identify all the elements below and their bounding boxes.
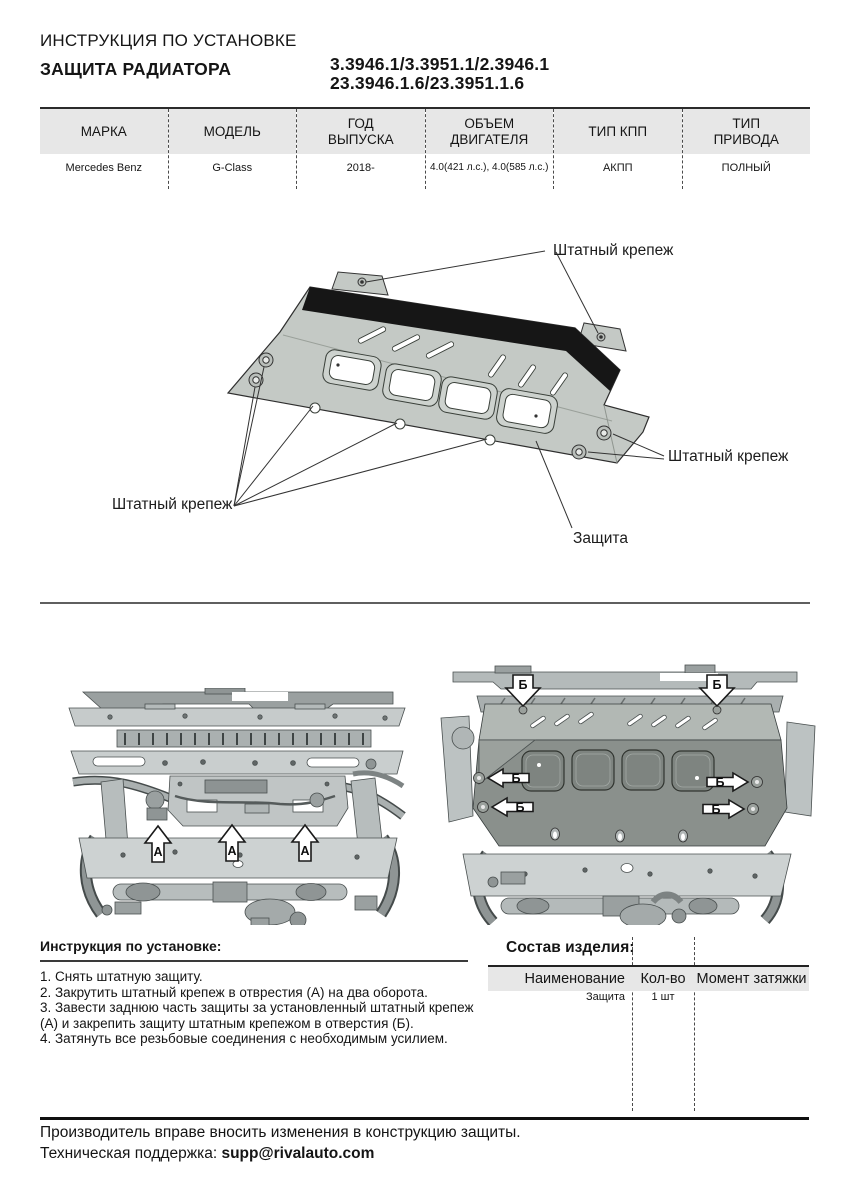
label-guard: Защита (573, 530, 628, 547)
footer-disclaimer: Производитель вправе вносить изменения в конструкцию защиты. (40, 1124, 521, 1141)
composition-table (488, 937, 809, 1111)
rack-boot-right (296, 884, 326, 901)
col-header-qty: Кол-во (640, 971, 686, 987)
composition-title: Состав изделия: (506, 939, 635, 956)
skid-plate-diagram (0, 225, 849, 565)
upper-rail (69, 708, 405, 726)
svg-text:А: А (227, 844, 237, 858)
part-numbers (330, 55, 549, 93)
section-divider (40, 602, 810, 604)
slat-band (117, 730, 371, 747)
vehicle-table (40, 107, 810, 189)
top-assembly (453, 672, 797, 689)
part-numbers-line1: 3.3946.1/3.3951.1/2.3946.1 (330, 54, 550, 74)
vehicle-col-engine (425, 109, 554, 189)
svg-text:Б: Б (711, 802, 721, 817)
composition-divider (694, 937, 695, 1111)
tow-eye (452, 727, 474, 749)
side-panel-right (785, 722, 815, 816)
svg-text:Б: Б (511, 771, 521, 786)
item-name: Защита (586, 991, 625, 1003)
instruction-step: 4. Затянуть все резьбовые соединения с необходимым усилием. (40, 1031, 448, 1046)
product-title: ЗАЩИТА РАДИАТОРА (40, 59, 232, 79)
col-header: МОДЕЛЬ (169, 109, 297, 154)
label-fastener-right: Штатный крепеж (668, 448, 789, 465)
rack-boot-left (517, 898, 549, 914)
photo-underbody-before (55, 688, 420, 925)
col-header: МАРКА (40, 109, 168, 154)
footer-rule (40, 1117, 809, 1120)
svg-text:А: А (153, 845, 163, 859)
side-panel-right (351, 778, 382, 845)
composition-divider (632, 937, 633, 1111)
label-fastener-top: Штатный крепеж (553, 242, 674, 259)
col-value: ПОЛНЫЙ (721, 162, 771, 174)
vehicle-col-year (296, 109, 425, 189)
support-email: supp@rivalauto.com (221, 1145, 375, 1162)
sensor-right (310, 793, 324, 807)
instruction-step: 1. Снять штатную защиту. (40, 969, 203, 984)
col-header-torque: Момент затяжки (696, 971, 807, 987)
svg-text:Б: Б (712, 678, 722, 692)
rack-boot-right (689, 898, 717, 914)
doc-type-title: ИНСТРУКЦИЯ ПО УСТАНОВКЕ (40, 31, 297, 50)
top-cutout (232, 692, 288, 701)
col-value: 4.0(421 л.с.), 4.0(585 л.с.) (430, 162, 549, 173)
instructions-rule (40, 960, 468, 962)
composition-row (488, 991, 809, 1006)
instruction-step: 2. Закрутить штатный крепеж в отврестия (А) на два оборота. (40, 984, 428, 1000)
photo-underbody-after (435, 658, 825, 925)
svg-text:Б: Б (715, 775, 725, 790)
col-value: Mercedes Benz (65, 162, 142, 174)
col-header: ТИП КПП (554, 109, 682, 154)
sensor-left (146, 791, 164, 809)
instruction-step: 3. Завести заднюю часть защиты за установленный штатный крепеж (А) и закрепить защиту штатным крепежом в отверстия (Б). (40, 1000, 474, 1031)
vehicle-col-gearbox (553, 109, 682, 189)
vehicle-col-brand (40, 109, 168, 189)
svg-text:Б: Б (518, 678, 528, 692)
rack-boot-left (126, 883, 160, 901)
svg-text:А: А (300, 844, 310, 858)
part-numbers-line2: 23.3946.1.6/23.3951.1.6 (330, 73, 525, 93)
installation-instructions (40, 938, 480, 1047)
col-header: ГОД ВЫПУСКА (297, 109, 425, 154)
item-torque (694, 991, 809, 1006)
col-header: ТИП ПРИВОДА (683, 109, 811, 154)
label-fastener-left: Штатный крепеж (112, 496, 233, 513)
instructions-title: Инструкция по установке: (40, 938, 222, 954)
composition-header-row (488, 967, 809, 991)
plate-drawing (112, 242, 789, 547)
col-header: ОБЪЕМ ДВИГАТЕЛЯ (426, 109, 554, 154)
footer-support (40, 1145, 374, 1163)
pump-housing (620, 904, 666, 925)
col-value: АКПП (602, 162, 633, 174)
vehicle-col-model (168, 109, 297, 189)
vehicle-col-drive (682, 109, 811, 189)
item-qty: 1 шт (651, 991, 675, 1003)
col-value: 2018- (346, 162, 375, 174)
col-value: G-Class (212, 162, 253, 174)
svg-text:Б: Б (515, 800, 525, 815)
col-header-name: Наименование (524, 971, 625, 987)
support-label: Техническая поддержка: (40, 1145, 222, 1162)
